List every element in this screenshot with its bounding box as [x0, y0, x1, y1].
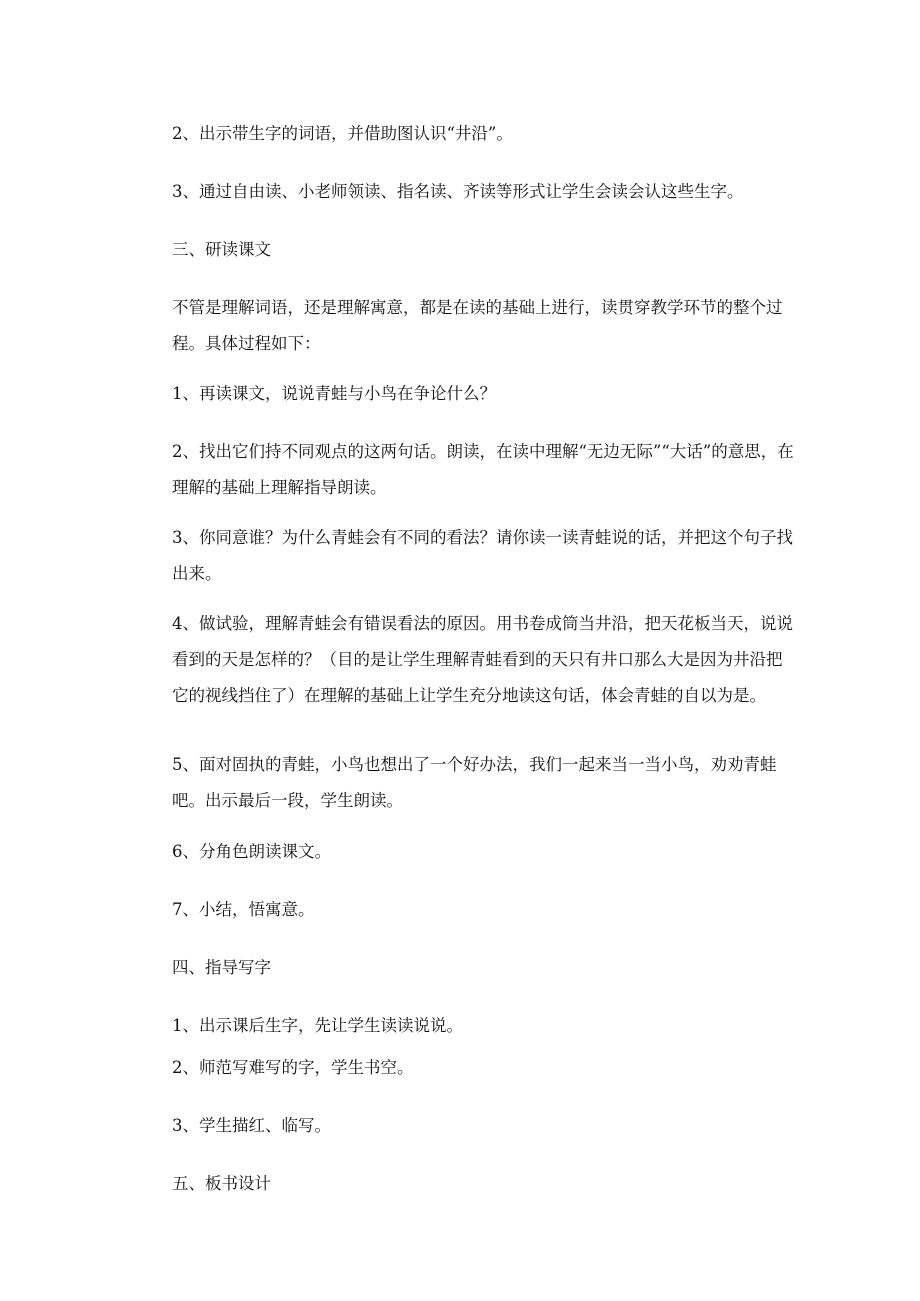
paragraph-study-step4: 4、做试验，理解青蛙会有错误看法的原因。用书卷成筒当井沿，把天花板当天，说说看到的天是怎样的？（目的是让学生理解青蛙看到的天只有井口那么大是因为井沿把它的视线挡住了）在理解的基础上让学生充分地读这句话，体会青蛙的自以为是。: [172, 614, 793, 705]
section-heading-board-design: 五、板书设计: [172, 1174, 271, 1193]
paragraph-study-step6: 6、分角色朗读课文。: [172, 842, 331, 861]
paragraph-study-step7: 7、小结，悟寓意。: [172, 900, 315, 919]
paragraph-writing-step2: 2、师范写难写的字，学生书空。: [172, 1058, 414, 1077]
paragraph-writing-step1: 1、出示课后生字，先让学生读读说说。: [172, 1016, 463, 1035]
paragraph-step2-show-words: 2、出示带生字的词语，并借助图认识“井沿”。: [172, 124, 513, 143]
paragraph-study-step5: 5、面对固执的青蛙，小鸟也想出了一个好办法，我们一起来当一当小鸟，劝劝青蛙吧。出示最后一段，学生朗读。: [172, 755, 777, 810]
paragraph-writing-step3: 3、学生描红、临写。: [172, 1116, 331, 1135]
section-heading-study-text: 三、研读课文: [172, 240, 271, 259]
paragraph-study-step1: 1、再读课文，说说青蛙与小鸟在争论什么？: [172, 384, 496, 403]
section-heading-writing: 四、指导写字: [172, 958, 271, 977]
paragraph-study-step2: 2、找出它们持不同观点的这两句话。朗读，在读中理解“无边无际”“大话”的意思，在理解的基础上理解指导朗读。: [172, 442, 794, 497]
paragraph-step3-read-forms: 3、通过自由读、小老师领读、指名读、齐读等形式让学生会读会认这些生字。: [172, 182, 744, 201]
paragraph-study-step3: 3、你同意谁？为什么青蛙会有不同的看法？请你读一读青蛙说的话，并把这个句子找出来。: [172, 528, 793, 583]
paragraph-study-intro: 不管是理解词语，还是理解寓意，都是在读的基础上进行，读贯穿教学环节的整个过程。具体过程如下：: [172, 298, 783, 353]
